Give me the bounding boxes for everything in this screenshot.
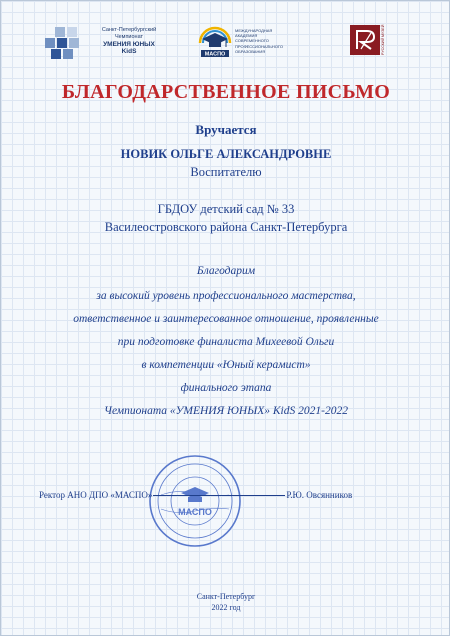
body-line: Благодарим	[196, 265, 256, 277]
body-line: ответственное и заинтересованное отношение, проявленные	[73, 313, 379, 325]
maspo-academy-logo	[197, 23, 307, 63]
kids-logo-text: Санкт-Петербургский Чемпионат УМЕНИЯ ЮНЫХ KidS	[101, 27, 157, 55]
signature-line	[39, 490, 419, 500]
signer-name: Р.Ю. Овсянников	[286, 490, 353, 500]
kids-championship-logo	[41, 23, 166, 63]
footer-city: Санкт-Петербург	[196, 592, 256, 601]
russian-museum-logo	[347, 19, 387, 61]
letter-title: БЛАГОДАРСТВЕННОЕ ПИСЬМО	[61, 81, 391, 103]
signature-rule	[153, 495, 285, 496]
body-line: финального этапа	[180, 382, 272, 394]
organization-line-1: ГБДОУ детский сад № 33	[157, 202, 295, 216]
maspo-logo-text: МЕЖДУНАРОДНАЯ АКАДЕМИЯ СОВРЕМЕННОГО ПРОФЕССИОНАЛЬНОГО ОБРАЗОВАНИЯ	[235, 28, 283, 54]
stamp-text: МАСПО	[178, 507, 212, 517]
issued-label: Вручается	[195, 122, 257, 137]
organization-line-2: Василеостровского района Санкт-Петербурга	[104, 220, 348, 234]
official-stamp	[147, 453, 243, 549]
recipient-name: НОВИК ОЛЬГЕ АЛЕКСАНДРОВНЕ	[120, 147, 332, 161]
signer-title: Ректор АНО ДПО «МАСПО»	[39, 490, 153, 500]
emblem-text: МАСПО	[204, 51, 226, 58]
cubes-icon	[41, 25, 85, 61]
body-line: при подготовке финалиста Михеевой Ольги	[117, 336, 335, 348]
footer-year: 2022 год	[211, 603, 241, 612]
body-line: за высокий уровень профессионального мастерства,	[96, 290, 356, 302]
body-line: Чемпионата «УМЕНИЯ ЮНЫХ» KidS 2021-2022	[104, 405, 348, 417]
russian-museum-label: РУССКИЙ МУЗЕЙ	[381, 24, 385, 55]
recipient-position: Воспитателю	[190, 165, 262, 179]
body-line: в компетенции «Юный керамист»	[141, 359, 311, 371]
graduation-cap-emblem-icon	[197, 23, 233, 63]
